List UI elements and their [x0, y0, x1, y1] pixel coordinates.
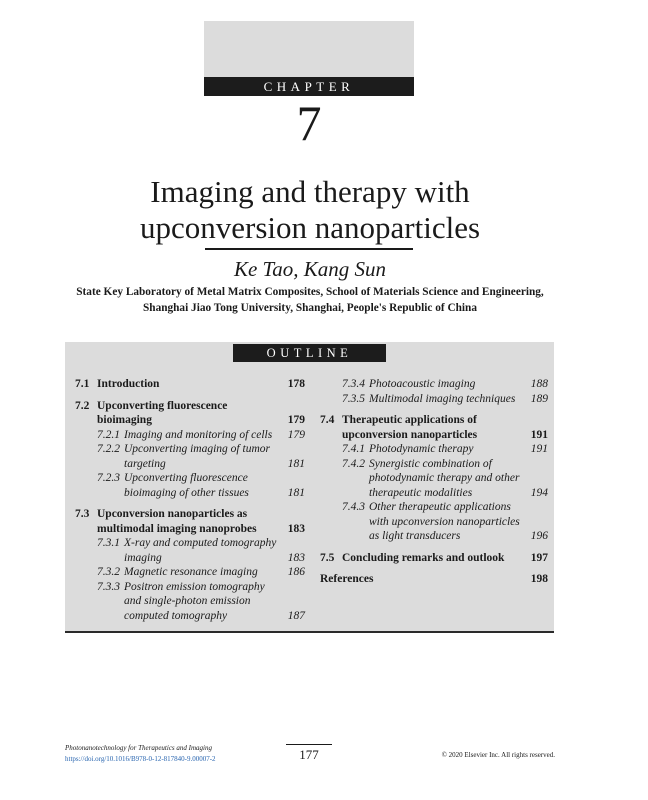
- toc-entry[interactable]: [320, 442, 548, 457]
- toc-entry[interactable]: [320, 377, 548, 392]
- toc-entry-line: [342, 377, 522, 392]
- toc-entry-line: [342, 500, 522, 515]
- toc-entry-text: Magnetic resonance imaging: [124, 566, 258, 578]
- toc-entry-title: [97, 442, 279, 471]
- authors: Ke Tao, Kang Sun: [233, 257, 387, 281]
- toc-entry-page: 178: [287, 378, 305, 390]
- toc-entry-number: 7.4.3: [342, 501, 365, 513]
- toc-entry-number: 7.2: [75, 399, 90, 412]
- toc-entry-number: 7.4.2: [342, 457, 365, 470]
- toc-entry[interactable]: [75, 507, 305, 536]
- title-divider: [205, 248, 413, 250]
- toc-entry-title: [75, 399, 279, 428]
- toc-entry[interactable]: [320, 572, 548, 587]
- toc-entry-line: [320, 551, 522, 566]
- outline-label: OUTLINE: [233, 344, 386, 362]
- toc-entry-line: targeting: [124, 457, 166, 470]
- toc-entry-page: 181: [287, 486, 305, 499]
- toc-entry[interactable]: [75, 471, 305, 500]
- toc-entry-title: [97, 565, 279, 580]
- toc-entry-number: 7.5: [320, 551, 335, 564]
- affiliation-line-2: Shanghai Jiao Tong University, Shanghai, People's Republic of China: [143, 302, 477, 314]
- toc-entry-number: 7.3.2: [97, 566, 120, 578]
- toc-entry-line: and single-photon emission: [124, 595, 251, 607]
- toc-entry-page: 191: [530, 443, 548, 455]
- toc-entry-line: [97, 442, 279, 457]
- toc-entry-line: [75, 507, 279, 522]
- toc-entry-page: 181: [287, 457, 305, 470]
- toc-entry-text: Photoacoustic imaging: [369, 378, 476, 390]
- toc-entry-line: [320, 413, 522, 428]
- toc-entry[interactable]: [75, 536, 305, 565]
- toc-entry[interactable]: [320, 392, 548, 407]
- toc-entry-line: [342, 392, 522, 407]
- toc-entry-title: [75, 507, 279, 536]
- toc-entry-number: 7.4.1: [342, 443, 365, 455]
- chapter-title: [60, 174, 560, 246]
- toc-entry-line: upconversion nanoparticles: [342, 428, 478, 441]
- toc-entry-page: 187: [287, 609, 305, 622]
- outline-right-column: [320, 377, 548, 587]
- toc-entry-text: Other therapeutic applications: [369, 501, 511, 513]
- toc-entry-line: [97, 471, 279, 486]
- toc-entry-page: 189: [530, 392, 548, 405]
- toc-entry-line: photodynamic therapy and other: [369, 472, 520, 484]
- toc-entry-page: 194: [530, 486, 548, 499]
- toc-entry-number: 7.2.1: [97, 428, 120, 441]
- toc-entry[interactable]: [320, 413, 548, 442]
- toc-entry-title: [97, 428, 279, 443]
- toc-entry-text: Upconverting imaging of tumor: [124, 443, 270, 455]
- toc-entry-text: X-ray and computed tomography: [124, 537, 277, 549]
- toc-entry-title: [97, 536, 279, 565]
- toc-entry-number: 7.1: [75, 378, 90, 390]
- toc-entry-line: as light transducers: [369, 530, 461, 542]
- toc-entry-line: computed tomography: [124, 609, 228, 622]
- toc-entry-number: 7.3.1: [97, 537, 120, 549]
- toc-entry-page: 183: [287, 522, 305, 535]
- footer-divider: [286, 744, 332, 745]
- toc-entry-line: [97, 565, 279, 580]
- toc-entry[interactable]: [320, 551, 548, 566]
- toc-entry-text: Multimodal imaging techniques: [369, 392, 516, 405]
- toc-entry-line: [75, 377, 279, 392]
- toc-entry-text: Introduction: [97, 378, 160, 390]
- toc-entry[interactable]: [75, 565, 305, 580]
- toc-entry-number: 7.3.4: [342, 378, 365, 390]
- toc-entry-line: [97, 428, 279, 443]
- page-number: 177: [299, 747, 319, 762]
- toc-entry-title: [97, 471, 279, 500]
- toc-entry[interactable]: [320, 457, 548, 501]
- chapter-number: 7: [296, 95, 322, 151]
- toc-entry-text: Upconversion nanoparticles as: [97, 508, 248, 520]
- toc-entry-number: 7.4: [320, 414, 335, 426]
- toc-entry-title: [342, 500, 522, 544]
- toc-entry-page: 197: [530, 551, 548, 564]
- toc-entry-page: 188: [530, 378, 548, 390]
- toc-entry[interactable]: [75, 377, 305, 392]
- toc-entry-line: [342, 457, 522, 472]
- toc-entry-line: [320, 572, 522, 587]
- toc-entry-page: 179: [287, 428, 305, 441]
- toc-entry-line: imaging: [124, 551, 162, 564]
- toc-entry-title: [342, 392, 522, 407]
- toc-entry-number: 7.2.2: [97, 443, 120, 455]
- toc-entry-line: [342, 442, 522, 457]
- toc-entry-line: [97, 580, 279, 595]
- toc-entry-text: Upconverting fluorescence: [97, 399, 228, 412]
- toc-entry-number: 7.3.3: [97, 580, 120, 593]
- toc-entry-title: [342, 377, 522, 392]
- toc-entry-page: 183: [287, 551, 305, 564]
- toc-entry-number: 7.3.5: [342, 392, 365, 405]
- toc-entry[interactable]: [75, 399, 305, 428]
- toc-entry-line: therapeutic modalities: [369, 486, 473, 499]
- toc-entry-line: bioimaging of other tissues: [124, 486, 249, 499]
- toc-entry-text: Positron emission tomography: [124, 580, 265, 593]
- toc-entry-text: Upconverting fluorescence: [124, 472, 248, 484]
- toc-entry-text: Synergistic combination of: [369, 457, 492, 470]
- chapter-title-line-2: upconversion nanoparticles: [139, 210, 481, 245]
- affiliation-line-1: State Key Laboratory of Metal Matrix Composites, School of Materials Science and Engineering,: [76, 286, 544, 298]
- toc-entry-number: 7.2.3: [97, 472, 120, 484]
- toc-entry-text: References: [320, 573, 374, 585]
- toc-entry-text: Therapeutic applications of: [342, 414, 477, 426]
- toc-entry[interactable]: [320, 500, 548, 544]
- toc-entry[interactable]: [75, 428, 305, 443]
- footer-book-title: Photonanotechnology for Therapeutics and Imaging: [65, 744, 212, 752]
- outline-left-column: [75, 377, 305, 623]
- toc-entry-line: bioimaging: [97, 414, 152, 426]
- footer-doi-link[interactable]: https://doi.org/10.1016/B978-0-12-817840-9.00007-2: [65, 755, 216, 763]
- chapter-title-line-1: Imaging and therapy with: [150, 174, 470, 209]
- toc-entry-line: multimodal imaging nanoprobes: [97, 522, 257, 535]
- toc-entry-page: 196: [530, 530, 548, 542]
- toc-entry-title: [75, 377, 279, 392]
- toc-entry-title: [97, 580, 279, 624]
- toc-entry-title: [342, 457, 522, 501]
- toc-entry-page: 179: [287, 414, 305, 426]
- footer-citation: [65, 743, 216, 765]
- toc-entry-page: 186: [287, 566, 305, 578]
- toc-entry-text: Photodynamic therapy: [369, 443, 474, 455]
- toc-entry-title: [320, 551, 522, 566]
- toc-entry-page: 191: [530, 428, 548, 441]
- toc-entry-line: [97, 536, 279, 551]
- toc-entry-text: Imaging and monitoring of cells: [124, 428, 273, 441]
- toc-entry-number: 7.3: [75, 508, 90, 520]
- toc-entry-text: Concluding remarks and outlook: [342, 551, 505, 564]
- toc-entry-page: 198: [530, 573, 548, 585]
- chapter-block: [204, 21, 414, 96]
- chapter-label: CHAPTER: [204, 77, 414, 96]
- affiliation: [40, 284, 580, 316]
- toc-entry[interactable]: [75, 580, 305, 624]
- toc-entry[interactable]: [75, 442, 305, 471]
- toc-entry-line: with upconversion nanoparticles: [369, 515, 520, 528]
- toc-entry-line: [75, 399, 279, 414]
- toc-entry-title: [320, 413, 522, 442]
- toc-entry-title: [320, 572, 522, 587]
- toc-entry-title: [342, 442, 522, 457]
- copyright-notice: © 2020 Elsevier Inc. All rights reserved.: [441, 751, 555, 759]
